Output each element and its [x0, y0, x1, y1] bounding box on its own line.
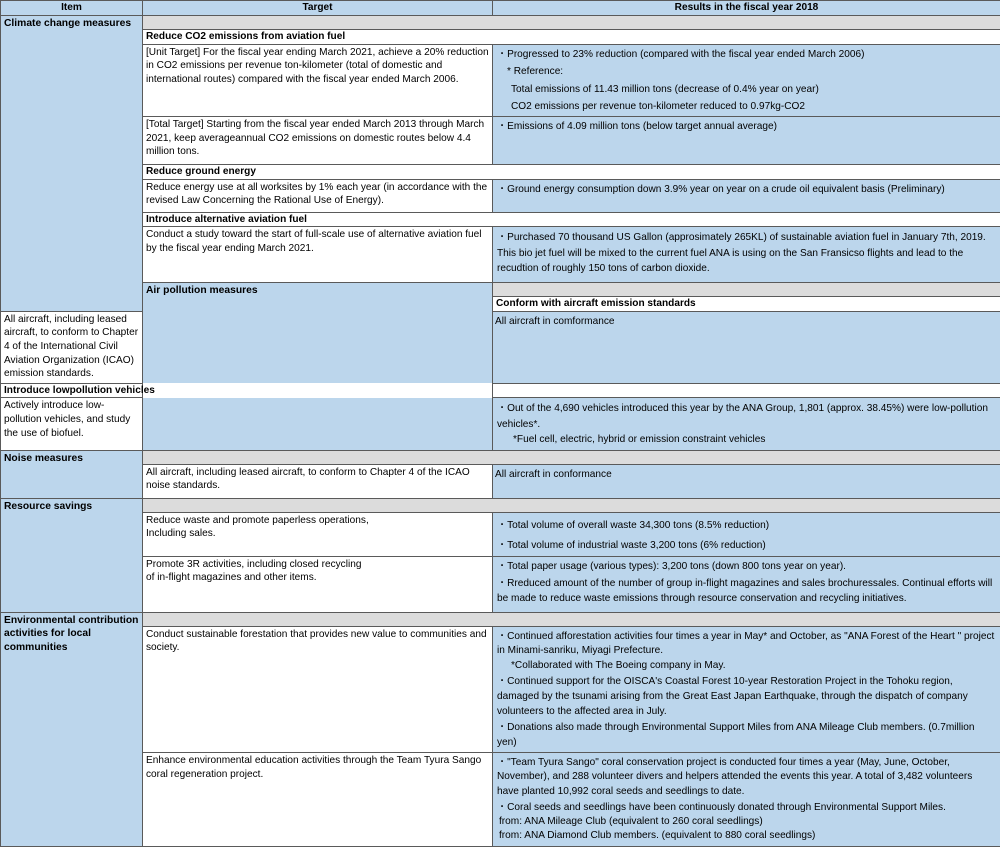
result-forestation: [493, 626, 1000, 753]
table-row: [1, 44, 1000, 116]
target-line: Promote 3R activities, including closed recycling: [146, 558, 362, 570]
item-community: Environmental contribution activities for local communities: [1, 612, 143, 846]
result-note: *Fuel cell, electric, hybrid or emission constraint vehicles: [513, 434, 766, 446]
result-line: from: ANA Diamond Club members. (equivalent to 880 coral seedlings): [499, 830, 816, 842]
target-line: of in-flight magazines and other items.: [146, 572, 317, 584]
result-line: from: ANA Mileage Club (equivalent to 260 coral seedlings): [499, 816, 763, 828]
result-noise: All aircraft in conformance: [493, 464, 1000, 498]
header-item: Item: [1, 1, 143, 16]
target-alt-fuel: Conduct a study toward the start of full-scale use of alternative aviation fuel by the fiscal year ending March 2021.: [143, 227, 493, 283]
table-row: [1, 30, 1000, 45]
item-climate-change: Climate change measures: [1, 16, 143, 312]
result-line: ・Rreduced amount of the number of group in-flight magazines and sales brochuressales. Continual efforts will be made to reduce waste emissions through resource conservation and recycling initiatives.: [497, 578, 993, 604]
target-coral: Enhance environmental education activities through the Team Tyura Sango coral regeneration project.: [143, 753, 493, 846]
table-row: [1, 16, 1000, 30]
section-spacer: [143, 498, 1000, 512]
result-waste: [493, 512, 1000, 556]
result-line: Total emissions of 11.43 million tons (decrease of 0.4% year on year): [511, 83, 819, 95]
result-3r: [493, 556, 1000, 612]
item-noise: Noise measures: [1, 450, 143, 498]
table-row: [1, 212, 1000, 227]
result-total-co2: ・Emissions of 4.09 million tons (below target annual average): [493, 116, 1000, 164]
target-forestation: Conduct sustainable forestation that provides new value to communities and society.: [143, 626, 493, 753]
table-row: [1, 164, 1000, 179]
table-row: [1, 512, 1000, 556]
result-line: ・Donations also made through Environmental Support Miles from ANA Mileage Club members. (0.7million yen): [497, 722, 975, 748]
table-row: [1, 227, 1000, 283]
target-noise: All aircraft, including leased aircraft, to conform to Chapter 4 of the ICAO noise standards.: [143, 464, 493, 498]
section-spacer: [143, 450, 1000, 464]
result-line: ・Continued afforestation activities four times a year in May* and October, as "ANA Forest of the Heart " project in Minami-sanriku, Miyagi Prefecture.: [497, 630, 995, 657]
table-row: [1, 283, 1000, 297]
target-total-co2: [Total Target] Starting from the fiscal year ended March 2013 through March 2021, keep averageannual CO2 emissions on domestic routes below 4.4 million tons.: [143, 116, 493, 164]
table-row: [1, 383, 1000, 398]
section-spacer: [143, 16, 1000, 30]
table-row: [1, 612, 1000, 626]
result-aircraft-emission: All aircraft in comformance: [493, 311, 1000, 383]
subheading-alt-fuel: Introduce alternative aviation fuel: [143, 212, 1000, 227]
result-ground-energy: ・Ground energy consumption down 3.9% year on year on a crude oil equivalent basis (Preliminary): [493, 179, 1000, 212]
table-row: [1, 498, 1000, 512]
section-spacer: [493, 283, 1000, 297]
result-line: ・Total paper usage (various types): 3,200 tons (down 800 tons year on year).: [497, 560, 846, 572]
subheading-ground-energy: Reduce ground energy: [143, 164, 1000, 179]
result-line: ・Continued support for the OISCA's Coastal Forest 10-year Restoration Project in the Tohoku region, damaged by the tsunami arising from the Great East Japan Earthquake, through the dispatch of company volunteers to the affected area in July.: [497, 676, 968, 717]
target-unit-co2: [Unit Target] For the fiscal year ending March 2021, achieve a 20% reduction in CO2 emissions per revenue ton-kilometer (total of domestic and international routes) compared with the fiscal year ended March 2006.: [143, 44, 493, 116]
result-line: CO2 emissions per revenue ton-kilometer reduced to 0.97kg-CO2: [511, 101, 805, 113]
table-row: [1, 116, 1000, 164]
result-line: ・Coral seeds and seedlings have been continuously donated through Environmental Support Miles.: [497, 801, 946, 813]
result-alt-fuel: ・Purchased 70 thousand US Gallon (approsimately 265KL) of sustainable aviation fuel in January 7th, 2019. This bio jet fuel will be mixed to the current fuel ANA is using on the San Fransicso flights and lead to the recudtion of roughly 150 tons of carbon dioxide.: [493, 227, 1000, 283]
result-line: ・Progressed to 23% reduction (compared with the fiscal year ended March 2006): [497, 48, 865, 60]
subheading-vehicles: Introduce lowpollution vehicles: [1, 383, 493, 398]
table-row: [1, 556, 1000, 612]
result-unit-co2: [493, 44, 1000, 116]
target-ground-energy: Reduce energy use at all worksites by 1% each year (in accordance with the revised Law Concerning the Rational Use of Energy).: [143, 179, 493, 212]
subheading-co2: Reduce CO2 emissions from aviation fuel: [143, 30, 1000, 45]
target-waste: [143, 512, 493, 556]
result-note: *Collaborated with The Boeing company in May.: [511, 659, 726, 671]
table-row: [1, 179, 1000, 212]
target-aircraft-emission: All aircraft, including leased aircraft, to conform to Chapter 4 of the International Civil Aviation Organization (ICAO) emission standards.: [1, 311, 143, 383]
table-row: [1, 626, 1000, 753]
table-row: [1, 450, 1000, 464]
table-header-row: [1, 1, 1000, 16]
result-line: ・Out of the 4,690 vehicles introduced this year by the ANA Group, 1,801 (approx. 38.45%) were low-pollution vehicles*.: [497, 403, 988, 430]
section-spacer: [143, 612, 1000, 626]
result-coral: [493, 753, 1000, 846]
result-line: ・Total volume of overall waste 34,300 tons (8.5% reduction): [497, 519, 770, 531]
subheading-aircraft-emission: Conform with aircraft emission standards: [493, 297, 1000, 312]
item-resource-savings: Resource savings: [1, 498, 143, 612]
result-line: ・"Team Tyura Sango" coral conservation project is conducted four times a year (May, June, October, November), and 288 volunteer divers and helpers attended the events this year. A total of 3,482 volunteers have planted 10,992 coral seeds and seedlings to date.: [497, 757, 973, 797]
result-line: ・Total volume of industrial waste 3,200 tons (6% reduction): [497, 540, 766, 552]
header-results: Results in the fiscal year 2018: [493, 1, 1000, 16]
header-target: Target: [143, 1, 493, 16]
target-line: Including sales.: [146, 528, 216, 540]
result-line: * Reference:: [507, 66, 564, 78]
table-row: [1, 464, 1000, 498]
table-row: [1, 753, 1000, 846]
result-vehicles: [493, 398, 1000, 450]
target-vehicles: Actively introduce low-pollution vehicles, and study the use of biofuel.: [1, 398, 143, 450]
target-line: Reduce waste and promote paperless operations,: [146, 514, 369, 526]
item-air-pollution: Air pollution measures: [143, 283, 493, 450]
target-3r: [143, 556, 493, 612]
